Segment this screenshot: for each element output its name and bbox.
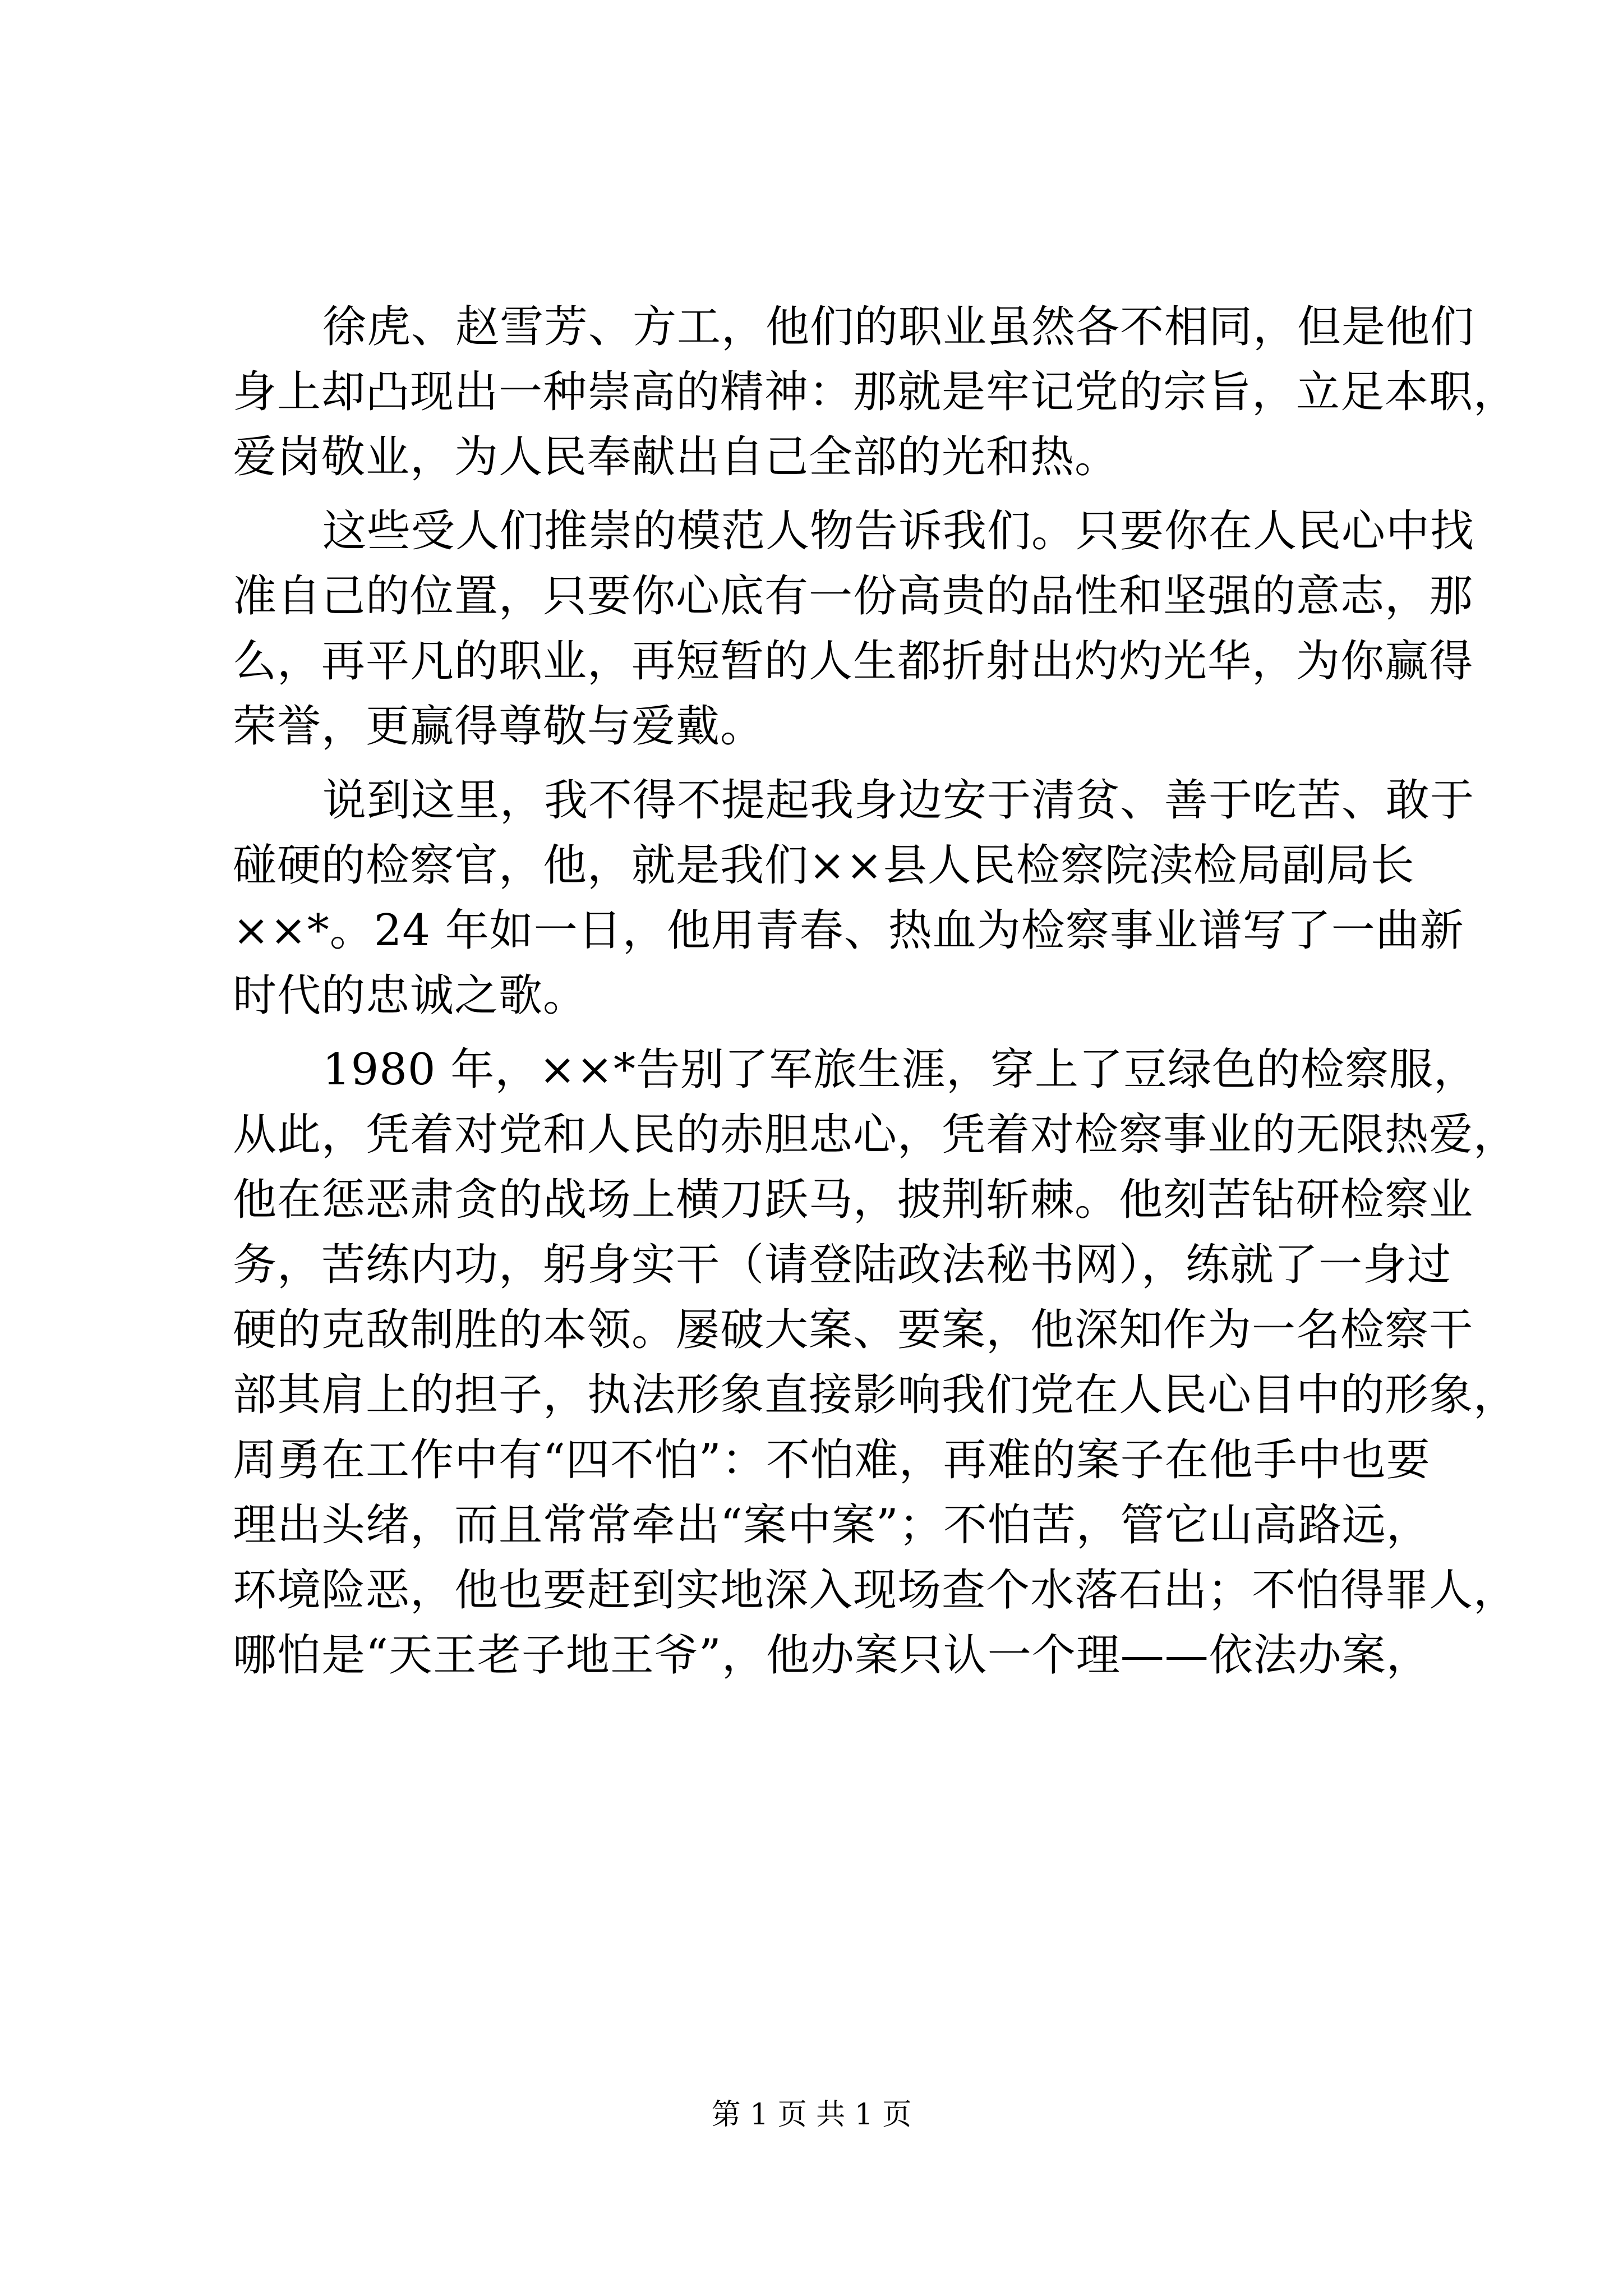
text-line: 部其肩上的担子，执法形象直接影响我们党在人民心目中的形象， <box>233 1370 1518 1420</box>
text-line: 么，再平凡的职业，再短暂的人生都折射出灼灼光华，为你赢得 <box>233 636 1474 687</box>
text-line: 哪怕是“天王老子地王爷”，他办案只认一个理——依法办案， <box>233 1630 1431 1681</box>
text-line: 环境险恶，他也要赶到实地深入现场查个水落石出；不怕得罪人， <box>233 1565 1518 1616</box>
text-line: 1980 年，××*告别了军旅生涯，穿上了豆绿色的检察服， <box>322 1045 1478 1095</box>
text-line: 周勇在工作中有“四不怕”：不怕难，再难的案子在他手中也要 <box>233 1435 1431 1485</box>
text-line: 从此，凭着对党和人民的赤胆忠心，凭着对检察事业的无限热爱， <box>233 1110 1518 1160</box>
text-line: 碰硬的检察官，他，就是我们××县人民检察院渎检局副局长 <box>233 840 1415 891</box>
paragraph <box>233 1037 1518 1688</box>
paragraph <box>233 499 1475 759</box>
paragraph <box>233 295 1518 490</box>
text-line: 爱岗敬业，为人民奉献出自己全部的光和热。 <box>233 432 1119 482</box>
text-line: 说到这里，我不得不提起我身边安于清贫、善于吃苦、敢于 <box>322 775 1475 826</box>
text-line: 务，苦练内功，躬身实干（请登陆政法秘书网），练就了一身过 <box>233 1240 1452 1290</box>
text-line: 时代的忠诚之歌。 <box>233 970 588 1021</box>
text-line: 他在惩恶肃贪的战场上横刀跃马，披荆斩棘。他刻苦钻研检察业 <box>233 1175 1474 1225</box>
page-footer: 第 1 页 共 1 页 <box>711 2098 912 2132</box>
text-line: 这些受人们推崇的模范人物告诉我们。只要你在人民心中找 <box>322 506 1475 556</box>
body-text <box>233 295 1518 1688</box>
paragraph <box>233 768 1475 1028</box>
text-line: 硬的克敌制胜的本领。屡破大案、要案，他深知作为一名检察干 <box>233 1305 1474 1355</box>
text-line: ××*。24 年如一日，他用青春、热血为检察事业谱写了一曲新 <box>233 905 1464 956</box>
text-line: 徐虎、赵雪芳、方工，他们的职业虽然各不相同，但是他们 <box>322 302 1475 352</box>
text-line: 准自己的位置，只要你心底有一份高贵的品性和坚强的意志，那 <box>233 571 1474 622</box>
text-line: 身上却凸现出一种崇高的精神：那就是牢记党的宗旨，立足本职， <box>233 367 1518 417</box>
text-line: 理出头绪，而且常常牵出“案中案”；不怕苦，管它山高路远， <box>233 1500 1431 1550</box>
text-line: 荣誉，更赢得尊敬与爱戴。 <box>233 701 765 752</box>
